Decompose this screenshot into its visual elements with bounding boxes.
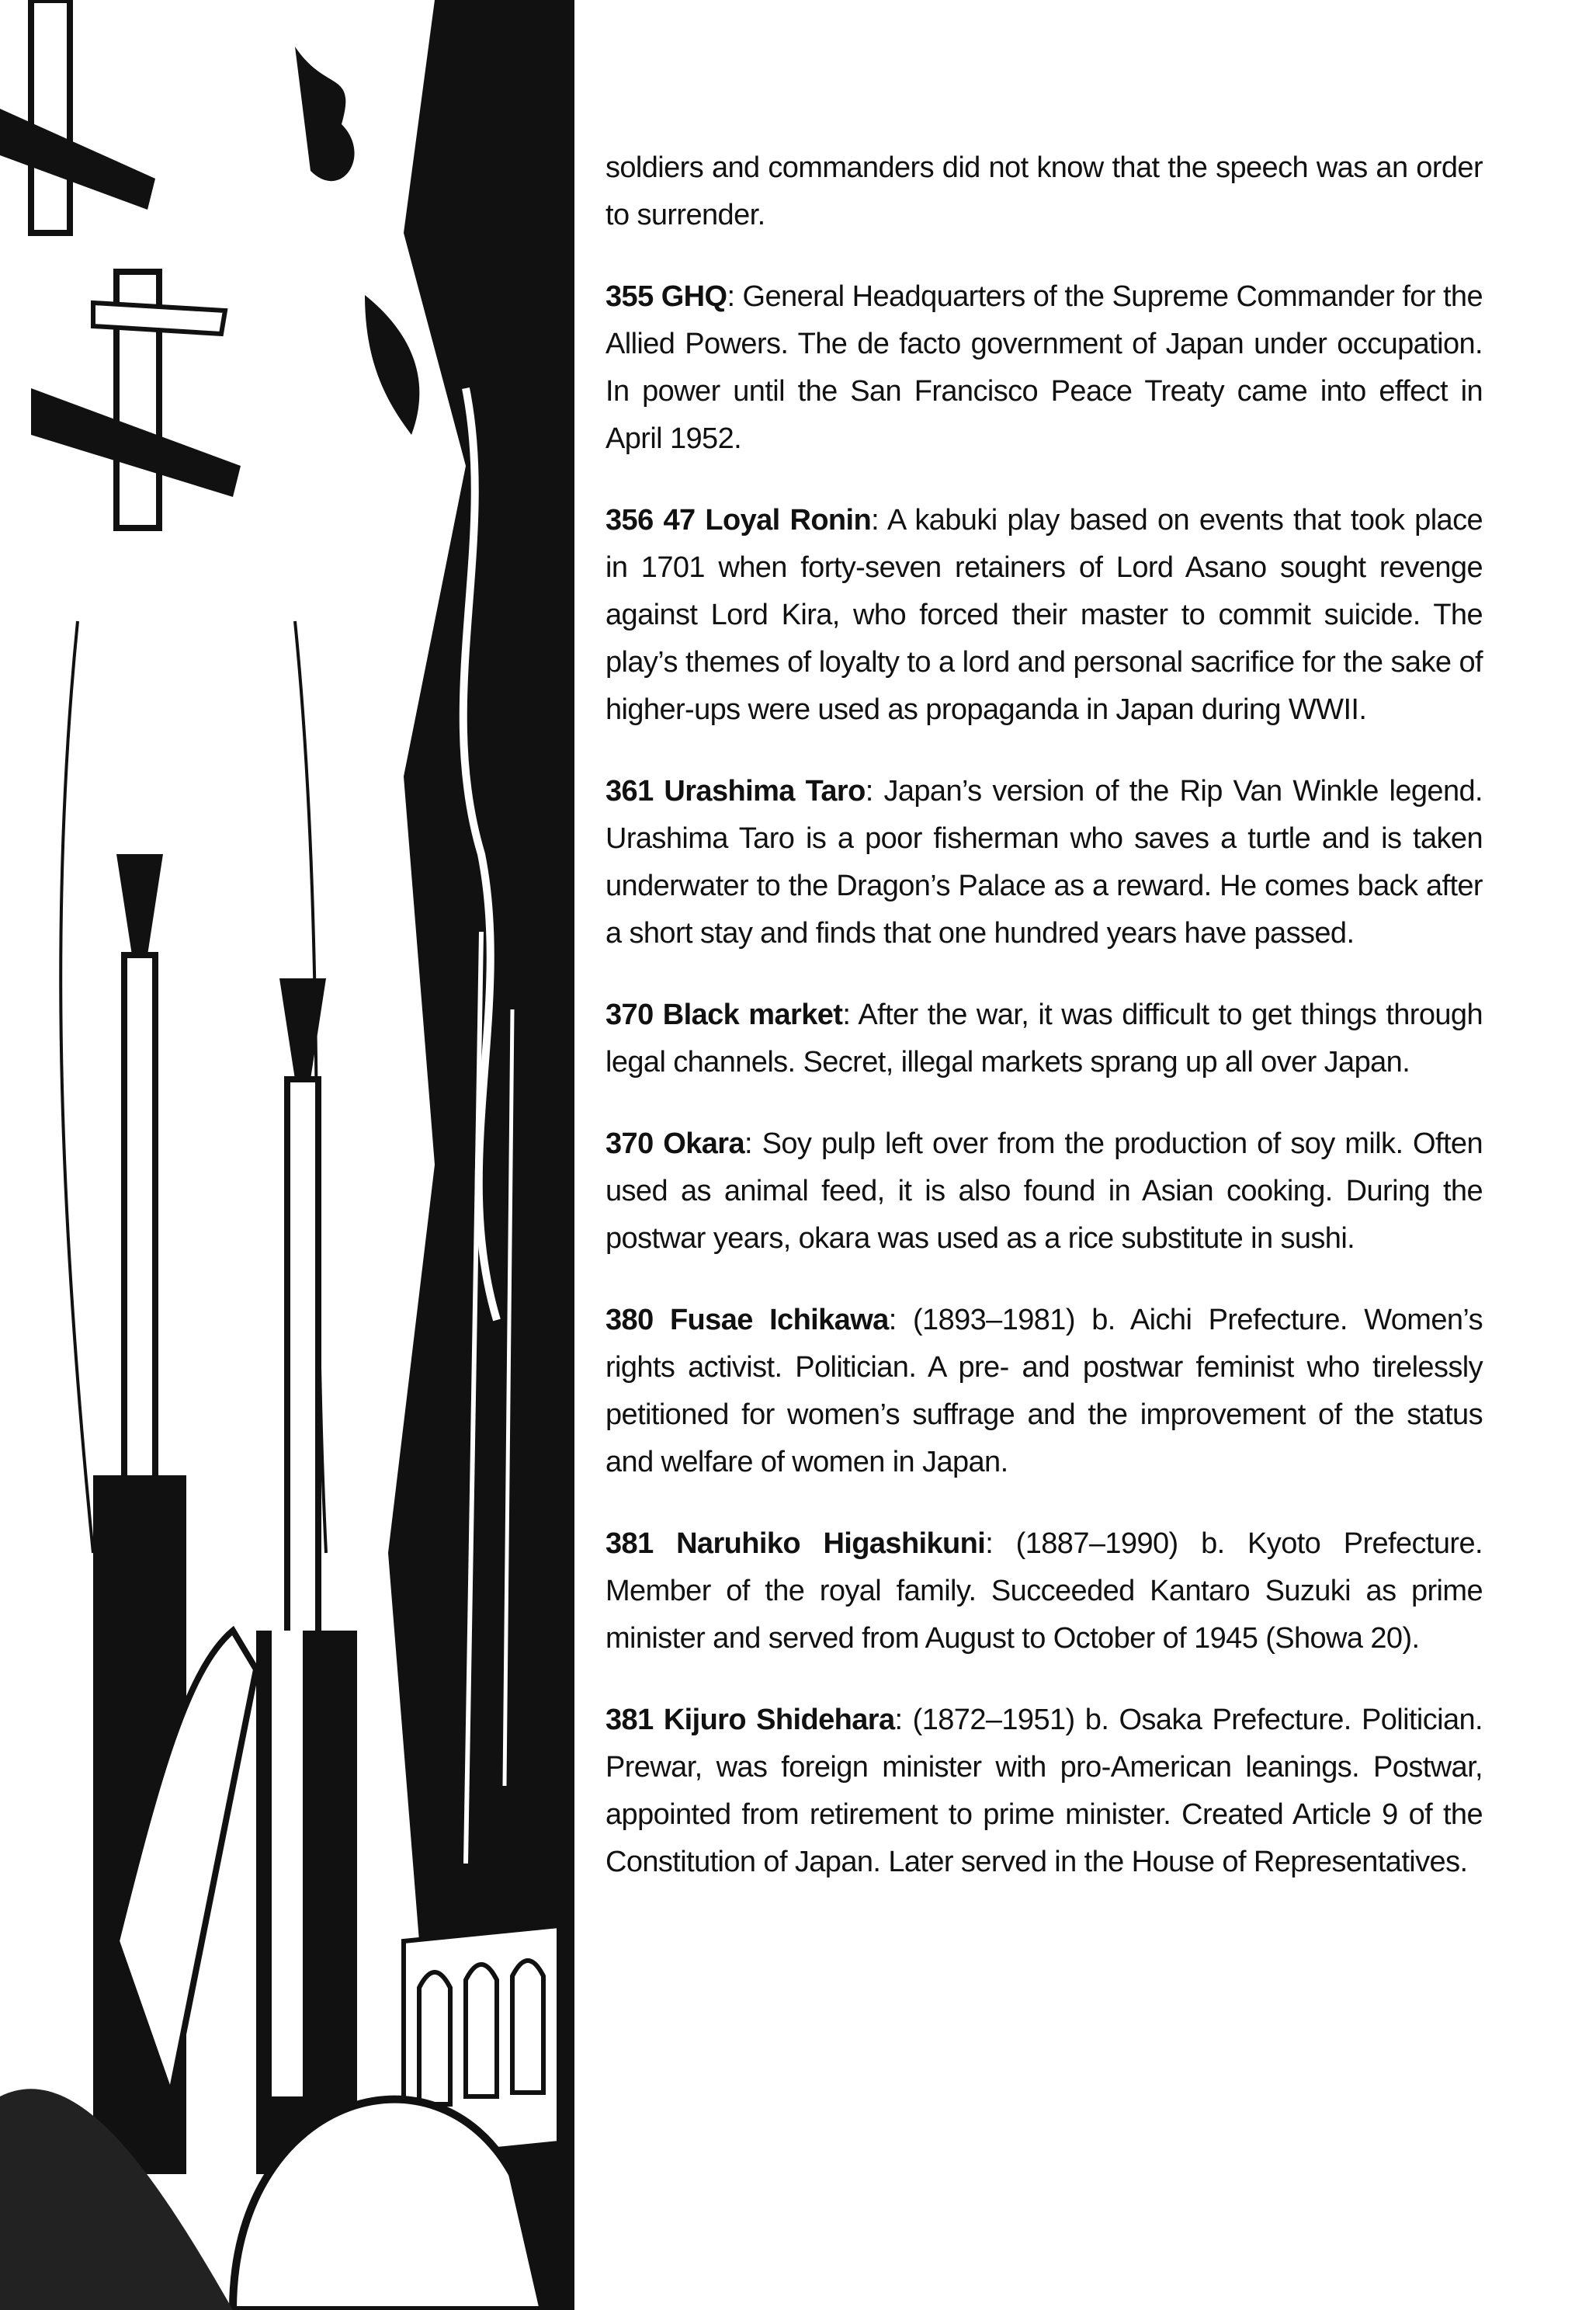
entry-page: 356 (605, 504, 654, 537)
glossary-entry (605, 1297, 1483, 1486)
glossary-entry (605, 1120, 1483, 1263)
entry-text: : Japan’s version of the Rip Van Winkle legend. Urashima Taro is a poor fisherman who saves a turtle and is taken underwater to the Dragon’s Palace as a reward. He comes back after a short stay and finds that one hundred years have passed. (605, 775, 1483, 950)
entry-text: : Soy pulp left over from the production of soy milk. Often used as animal feed, it is also found in Asian cooking. During the postwar years, okara was used as a rice substitute in sushi. (605, 1127, 1483, 1255)
glossary-entry (605, 1697, 1483, 1886)
entry-text: : A kabuki play based on events that took place in 1701 when forty-seven retainers of Lord Asano sought revenge against Lord Kira, who forced their master to commit suicide. The play’s themes of loyalty to a lord and personal sacrifice for the sake of higher-ups were used as propaganda in Japan during WWII. (605, 504, 1483, 726)
glossary-entry (605, 768, 1483, 957)
glossary-entry (605, 497, 1483, 734)
entry-page: 361 (605, 775, 654, 808)
glossary-entry (605, 992, 1483, 1086)
entry-term: GHQ (661, 280, 727, 313)
entry-term: Urashima Taro (664, 775, 866, 808)
entry-term: Kijuro Shidehara (663, 1704, 895, 1736)
entry-text: : After the war, it was difficult to get things through legal channels. Secret, illegal markets sprang up all over Japan. (605, 999, 1483, 1079)
entry-term: Black market (662, 999, 843, 1031)
entry-page: 381 (605, 1527, 654, 1560)
glossary-entry (605, 273, 1483, 463)
glossary-notes (605, 144, 1483, 1920)
entry-term: 47 Loyal Ronin (663, 504, 872, 537)
entry-term: Okara (663, 1127, 745, 1160)
manga-illustration (0, 0, 574, 2310)
entry-text: : (1887–1990) b. Kyoto Prefecture. Member of the royal family. Succeeded Kantaro Suzuki as prime minister and served from August to October of 1945 (Showa 20). (605, 1527, 1483, 1655)
glossary-entry (605, 1520, 1483, 1662)
entry-page: 370 (605, 1127, 654, 1160)
entry-text: : (1893–1981) b. Aichi Prefecture. Women’s rights activist. Politician. A pre- and postwar feminist who tirelessly petitioned for women’s suffrage and the improvement of the status and welfare of women in Japan. (605, 1304, 1483, 1478)
entry-term: Naruhiko Higashikuni (676, 1527, 986, 1560)
entry-text: : (1872–1951) b. Osaka Prefecture. Politician. Prewar, was foreign minister with pro-American leanings. Postwar, appointed from retirement to prime minister. Created Article 9 of the Constitution of Japan. Later served in the House of Representatives. (605, 1704, 1483, 1878)
glossary-continuation: soldiers and commanders did not know that the speech was an order to surrender. (605, 151, 1483, 231)
entry-page: 370 (605, 999, 654, 1031)
entry-page: 381 (605, 1704, 654, 1736)
entry-term: Fusae Ichikawa (669, 1304, 889, 1336)
entry-page: 380 (605, 1304, 654, 1336)
entry-page: 355 (605, 280, 654, 313)
entry-text: : General Headquarters of the Supreme Commander for the Allied Powers. The de facto government of Japan under occupation. In power until the San Francisco Peace Treaty came into effect in April 1952. (605, 280, 1483, 455)
